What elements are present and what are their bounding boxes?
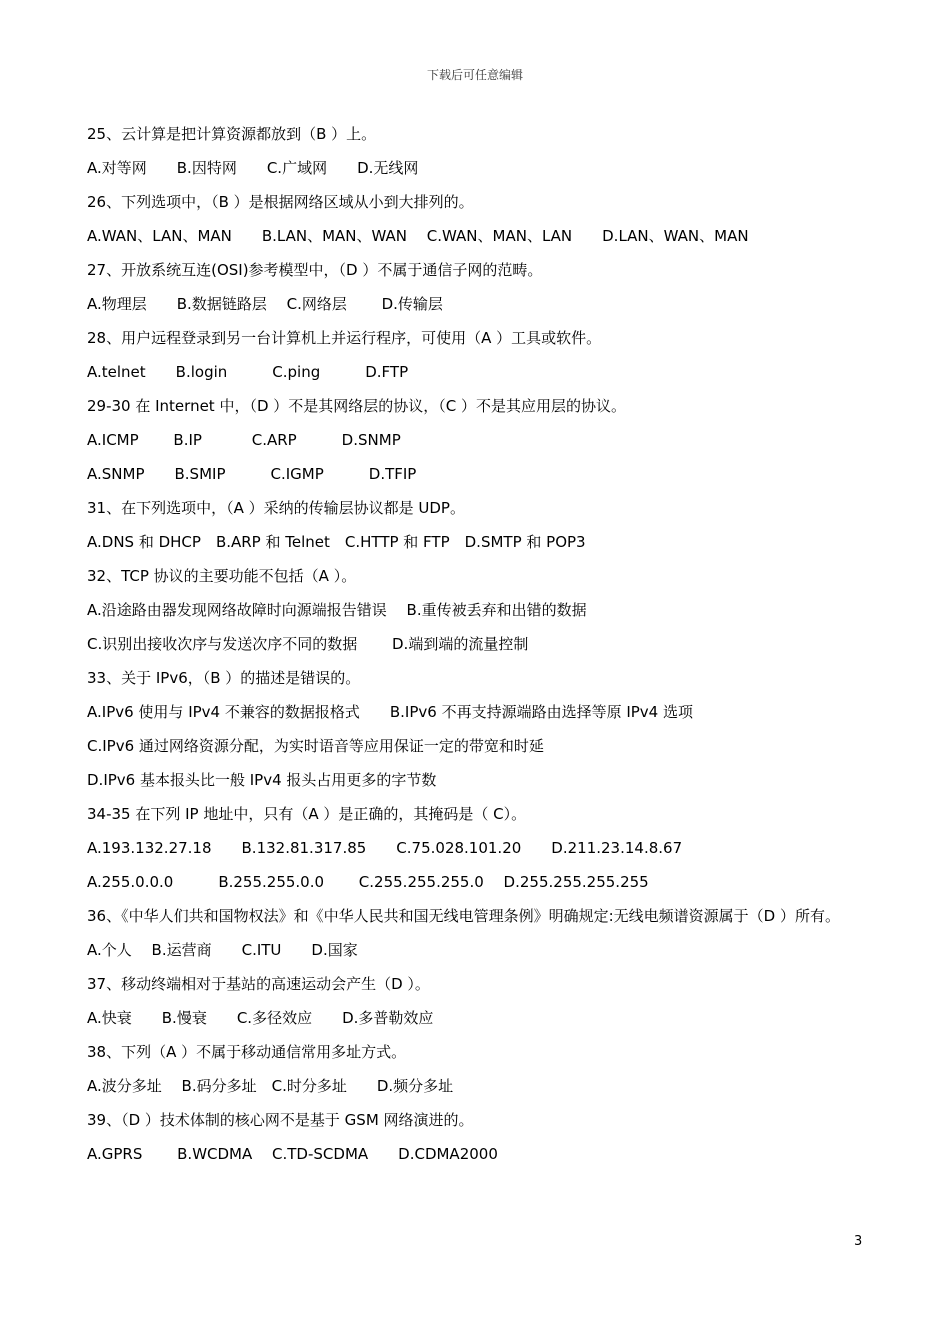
- options-25: A.对等网 B.因特网 C.广域网 D.无线网: [87, 159, 419, 177]
- options-38: A.波分多址 B.码分多址 C.时分多址 D.频分多址: [87, 1077, 454, 1095]
- question-27: 27、开放系统互连(OSI)参考模型中，（D ）不属于通信子网的范畴。: [87, 261, 543, 279]
- options-29: A.ICMP B.IP C.ARP D.SNMP: [87, 431, 401, 449]
- options-39: A.GPRS B.WCDMA C.TD-SCDMA D.CDMA2000: [87, 1145, 498, 1163]
- options-33-d: D.IPv6 基本报头比一般 IPv4 报头占用更多的字节数: [87, 771, 437, 789]
- options-28: A.telnet B.login C.ping D.FTP: [87, 363, 409, 381]
- question-39: 39、（D ）技术体制的核心网不是基于 GSM 网络演进的。: [87, 1111, 474, 1129]
- options-35: A.255.0.0.0 B.255.255.0.0 C.255.255.255.0 D.255.255.255.255: [87, 873, 649, 891]
- question-31: 31、在下列选项中，（A ）采纳的传输层协议都是 UDP。: [87, 499, 465, 517]
- options-26: A.WAN、LAN、MAN B.LAN、MAN、WAN C.WAN、MAN、LAN D.LAN、WAN、MAN: [87, 227, 749, 245]
- options-34: A.193.132.27.18 B.132.81.317.85 C.75.028.101.20 D.211.23.14.8.67: [87, 839, 683, 857]
- question-28: 28、用户远程登录到另一台计算机上并运行程序，可使用（A ）工具或软件。: [87, 329, 602, 347]
- options-37: A.快衰 B.慢衰 C.多径效应 D.多普勒效应: [87, 1009, 434, 1027]
- page-header: 下载后可任意编辑: [426, 68, 523, 82]
- question-33: 33、关于 IPv6，（B ）的描述是错误的。: [87, 669, 361, 687]
- options-33-c: C.IPv6 通过网络资源分配，为实时语音等应用保证一定的带宽和时延: [87, 737, 544, 755]
- question-37: 37、移动终端相对于基站的高速运动会产生（D ）。: [87, 975, 430, 993]
- question-25: 25、云计算是把计算资源都放到（B ）上。: [87, 125, 377, 143]
- page-number: 3: [854, 1234, 863, 1249]
- document-body: [87, 124, 877, 1178]
- options-32-ab: A.沿途路由器发现网络故障时向源端报告错误 B.重传被丢弃和出错的数据: [87, 601, 587, 619]
- question-36: 36、《中华人们共和国物权法》和《中华人民共和国无线电管理条例》明确规定:无线电频谱资源属于（D ）所有。: [87, 907, 840, 925]
- question-32: 32、TCP 协议的主要功能不包括（A ）。: [87, 567, 357, 585]
- question-29-30: 29-30 在 Internet 中，（D ）不是其网络层的协议，（C ）不是其应用层的协议。: [87, 397, 627, 415]
- options-32-cd: C.识别出接收次序与发送次序不同的数据 D.端到端的流量控制: [87, 635, 529, 653]
- question-26: 26、下列选项中，（B ）是根据网络区域从小到大排列的。: [87, 193, 474, 211]
- options-31: A.DNS 和 DHCP B.ARP 和 Telnet C.HTTP 和 FTP D.SMTP 和 POP3: [87, 533, 586, 551]
- question-38: 38、下列（A ）不属于移动通信常用多址方式。: [87, 1043, 407, 1061]
- options-27: A.物理层 B.数据链路层 C.网络层 D.传输层: [87, 295, 443, 313]
- question-34-35: 34-35 在下列 IP 地址中，只有（A ）是正确的，其掩码是（ C）。: [87, 805, 527, 823]
- options-33-ab: A.IPv6 使用与 IPv4 不兼容的数据报格式 B.IPv6 不再支持源端路由选择等原 IPv4 选项: [87, 703, 693, 721]
- options-36: A.个人 B.运营商 C.ITU D.国家: [87, 941, 358, 959]
- options-30: A.SNMP B.SMIP C.IGMP D.TFIP: [87, 465, 417, 483]
